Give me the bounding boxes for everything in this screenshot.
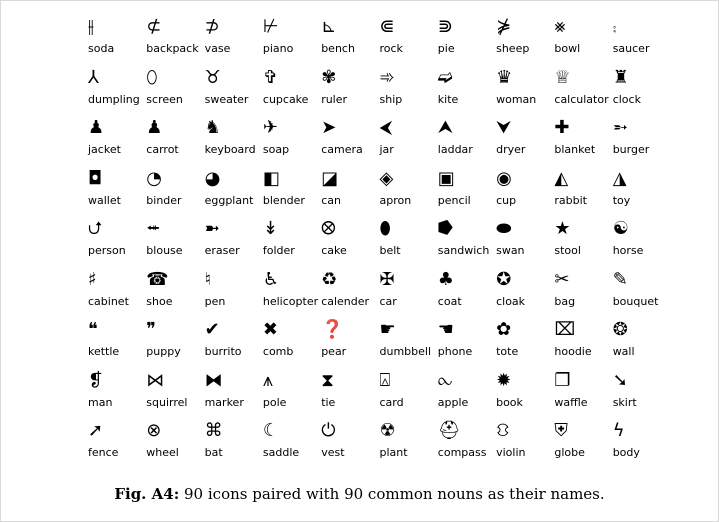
icon-label: wallet bbox=[88, 193, 121, 207]
z-notation-compose-icon: ⨾ bbox=[612, 16, 617, 37]
icon-label: pencil bbox=[437, 193, 471, 207]
chess-rook-icon: ♜ bbox=[612, 66, 629, 88]
shield-cross-icon: ⛨ bbox=[554, 420, 568, 441]
double-bar-icon: ⫲ bbox=[88, 16, 94, 37]
icon-label: squirrel bbox=[146, 395, 188, 409]
caption-text: 90 icons paired with 90 common nouns as their names. bbox=[179, 485, 605, 503]
shadowed-cross-icon: ✞ bbox=[262, 66, 278, 88]
taurus-icon: ♉ bbox=[204, 66, 221, 88]
icon-label: blanket bbox=[554, 143, 596, 156]
black-bowtie-icon: ⧓ bbox=[204, 369, 223, 391]
icon-label: bouquet bbox=[612, 294, 659, 308]
icon-label: sweater bbox=[204, 92, 249, 106]
icon-label: body bbox=[612, 446, 640, 459]
icon-item-skirt bbox=[613, 368, 685, 418]
wheelchair-icon: ♿ bbox=[262, 268, 280, 290]
icon-label: helicopter bbox=[262, 294, 319, 308]
command-key-icon: ⌘ bbox=[204, 420, 223, 441]
half-filled-square-icon: ◧ bbox=[262, 167, 280, 189]
circled-times-icon: ⊗ bbox=[146, 420, 162, 441]
half-filled-triangle-icon: ◭ bbox=[554, 167, 569, 189]
chess-knight-icon: ♞ bbox=[204, 117, 221, 138]
icon-label: globe bbox=[554, 446, 585, 459]
shadowed-arrow-icon: ➫ bbox=[437, 66, 453, 88]
telephone-icon: ☎ bbox=[146, 268, 169, 290]
icon-label: coat bbox=[437, 294, 462, 308]
icon-label: man bbox=[88, 395, 113, 409]
music-natural-icon: ♮ bbox=[204, 268, 212, 290]
icon-item-wall bbox=[613, 317, 685, 367]
black-star-icon: ★ bbox=[554, 218, 571, 239]
diagonal-half-square-icon: ◪ bbox=[321, 167, 339, 189]
icon-label: rabbit bbox=[554, 193, 587, 207]
square-in-square-icon: ▣ bbox=[437, 167, 455, 189]
icon-label: folder bbox=[262, 244, 295, 257]
icon-label: ship bbox=[379, 92, 403, 106]
icon-label: carrot bbox=[146, 143, 179, 156]
radioactive-icon: ☢ bbox=[379, 420, 396, 441]
helmet-cross-icon: ⛑ bbox=[437, 420, 461, 441]
icon-item-bouquet bbox=[613, 267, 685, 317]
heavy-arrow-up-right-icon: ➚ bbox=[88, 420, 104, 441]
music-sharp-icon: ♯ bbox=[88, 268, 97, 290]
question-mark-icon: ❓ bbox=[321, 319, 344, 340]
icon-label: burrito bbox=[204, 345, 242, 358]
icon-label: woman bbox=[496, 92, 537, 106]
icon-label: pie bbox=[437, 42, 455, 55]
shadowed-square-icon: ❐ bbox=[554, 369, 571, 391]
icon-label: wall bbox=[612, 345, 635, 358]
icon-label: calculator bbox=[554, 92, 609, 106]
icon-label: apron bbox=[379, 193, 412, 207]
icon-label: blouse bbox=[146, 244, 183, 257]
icon-item-clock bbox=[613, 65, 685, 115]
fisheye-icon: ◉ bbox=[496, 167, 512, 189]
icon-item-body bbox=[613, 418, 685, 468]
icon-label: skirt bbox=[612, 395, 637, 409]
icon-label: vest bbox=[321, 446, 345, 459]
icon-label: bat bbox=[204, 446, 223, 459]
smash-product-icon: ⨳ bbox=[554, 16, 566, 37]
bowtie-join-icon: ⋈ bbox=[146, 369, 165, 391]
icon-label: dumbbell bbox=[379, 345, 432, 358]
icon-label: phone bbox=[437, 345, 473, 358]
icon-label: soda bbox=[88, 42, 115, 55]
arrowhead-up-icon: ⮝ bbox=[437, 117, 454, 138]
double-superset-icon: ⋑ bbox=[437, 16, 453, 37]
icon-label: dumpling bbox=[88, 92, 140, 106]
icon-label: jacket bbox=[88, 143, 121, 156]
icon-label: cloak bbox=[496, 294, 526, 308]
icon-label: sheep bbox=[496, 42, 530, 55]
icon-item-toy bbox=[613, 166, 685, 216]
icon-label: eraser bbox=[204, 244, 240, 257]
double-quote-close-icon: ❞ bbox=[146, 319, 156, 340]
icon-label: eggplant bbox=[204, 193, 254, 207]
icon-label: backpack bbox=[146, 42, 199, 55]
icon-label: calender bbox=[321, 294, 370, 308]
icon-label: shoe bbox=[146, 294, 173, 308]
chess-queen-outline-icon: ♕ bbox=[554, 66, 571, 88]
icon-item-saucer bbox=[613, 14, 685, 64]
arrowhead-down-icon: ⮟ bbox=[496, 117, 512, 138]
recycle-icon: ♻ bbox=[321, 268, 338, 290]
icon-label: car bbox=[379, 294, 397, 308]
icon-label: screen bbox=[146, 92, 183, 106]
icon-label: binder bbox=[146, 193, 182, 207]
curved-stem-paragraph-icon: ❡ bbox=[88, 369, 104, 391]
open-outlined-arrow-icon: ➾ bbox=[379, 66, 395, 88]
icon-label: marker bbox=[204, 395, 244, 409]
box-on-stem-icon: ⍓ bbox=[379, 369, 391, 391]
icon-label: cupcake bbox=[262, 92, 309, 106]
icon-label: laddar bbox=[437, 143, 473, 156]
icon-label: soap bbox=[262, 143, 290, 156]
pointing-hand-left-icon: ☚ bbox=[437, 319, 454, 340]
icon-label: fence bbox=[88, 446, 119, 459]
icon-label: comb bbox=[262, 345, 294, 358]
not-succeeds-icon: ⋡ bbox=[496, 16, 512, 37]
figure-caption bbox=[0, 484, 719, 504]
icon-label: pole bbox=[262, 395, 287, 409]
icon-label: cake bbox=[321, 244, 347, 257]
circled-star-icon: ✪ bbox=[496, 268, 512, 290]
not-proves-icon: ⊬ bbox=[262, 16, 279, 37]
icon-label: hoodie bbox=[554, 345, 592, 358]
icon-label: apple bbox=[437, 395, 469, 409]
chess-queen-icon: ♛ bbox=[496, 66, 513, 88]
icon-label: kettle bbox=[88, 345, 120, 358]
pencil-icon: ✎ bbox=[612, 268, 628, 290]
c-shape-icon: ⭙ bbox=[321, 218, 336, 239]
icon-label: vase bbox=[204, 42, 231, 55]
club-suit-icon: ♣ bbox=[437, 268, 454, 290]
incomplete-infinity-icon: ⧜ bbox=[437, 369, 453, 391]
heavy-multiplication-icon: ✖ bbox=[262, 319, 278, 340]
icon-label: camera bbox=[321, 143, 363, 156]
maltese-cross-icon: ✠ bbox=[379, 268, 395, 290]
icon-label: blender bbox=[262, 193, 305, 207]
chess-pawn-icon: ♟ bbox=[146, 117, 163, 138]
icon-label: cup bbox=[496, 193, 517, 207]
boot-shape-icon: ⛻ bbox=[496, 420, 510, 441]
icon-label: saucer bbox=[612, 42, 650, 55]
double-quote-open-icon: ❝ bbox=[88, 319, 98, 340]
vertical-ellipse-icon: ⬯ bbox=[146, 66, 158, 88]
turned-y-icon: ⅄ bbox=[88, 66, 99, 88]
icon-label: keyboard bbox=[204, 143, 256, 156]
icon-label: sandwich bbox=[437, 244, 490, 257]
twelve-point-star-icon: ✹ bbox=[496, 369, 512, 391]
icon-label: bench bbox=[321, 42, 355, 55]
icon-label: card bbox=[379, 395, 404, 409]
icon-label: belt bbox=[379, 244, 401, 257]
caption-prefix: Fig. A4: bbox=[114, 485, 180, 503]
icon-label: bowl bbox=[554, 42, 581, 55]
icon-label: burger bbox=[612, 143, 650, 156]
icon-label: waffle bbox=[554, 395, 588, 409]
chess-pawn-small-icon: ♟ bbox=[88, 117, 105, 138]
icon-label: clock bbox=[612, 92, 641, 106]
icon-label: pear bbox=[321, 345, 347, 358]
scissors-icon: ✂ bbox=[554, 268, 570, 290]
icon-label: puppy bbox=[146, 345, 181, 358]
left-arrow-tail-icon: ⭺ bbox=[146, 218, 160, 239]
not-subset-icon: ⊄ bbox=[146, 16, 162, 37]
icon-label: book bbox=[496, 395, 523, 409]
airplane-icon: ✈ bbox=[262, 117, 278, 138]
black-hourglass-icon: ⧗ bbox=[321, 369, 334, 391]
circled-open-star-icon: ❂ bbox=[612, 319, 628, 340]
x-in-box-icon: ⌧ bbox=[554, 319, 576, 340]
quarter-filled-circle-icon: ◔ bbox=[146, 167, 163, 189]
black-ellipse-icon: ⬮ bbox=[379, 218, 391, 239]
half-filled-triangle-right-icon: ◮ bbox=[612, 167, 627, 189]
horizontal-ellipse-icon: ⬬ bbox=[496, 218, 512, 239]
diamond-on-stem-icon: ⩚ bbox=[262, 369, 274, 391]
double-subset-icon: ⋐ bbox=[379, 16, 395, 37]
stop-circle-icon: ⭓ bbox=[437, 218, 454, 239]
black-florette-icon: ✿ bbox=[496, 319, 512, 340]
crescent-moon-icon: ☾ bbox=[262, 420, 280, 441]
heavy-plus-icon: ✚ bbox=[554, 117, 570, 138]
heavy-check-icon: ✔ bbox=[204, 319, 220, 340]
icon-label: ruler bbox=[321, 92, 348, 106]
feathered-arrow-icon: ➵ bbox=[612, 117, 628, 138]
icon-label: tie bbox=[321, 395, 336, 409]
pointing-hand-right-icon: ☛ bbox=[379, 319, 396, 340]
icon-label: rock bbox=[379, 42, 403, 55]
icon-label: kite bbox=[437, 92, 459, 106]
florette-icon: ✾ bbox=[321, 66, 337, 88]
diamond-in-diamond-icon: ◈ bbox=[379, 167, 394, 189]
wedge-tailed-arrow-icon: ➼ bbox=[204, 218, 220, 239]
icon-label: swan bbox=[496, 244, 525, 257]
inverse-bullet-icon: ◘ bbox=[88, 167, 103, 189]
arrowhead-left-icon: ⮜ bbox=[379, 117, 393, 138]
icon-label: wheel bbox=[146, 446, 179, 459]
icon-label: plant bbox=[379, 446, 408, 459]
icon-label: bag bbox=[554, 294, 576, 308]
power-symbol-icon: ⏻ bbox=[321, 420, 336, 441]
yin-yang-icon: ☯ bbox=[612, 218, 629, 239]
arrowhead-right-icon: ➤ bbox=[321, 117, 337, 138]
icon-item-burger bbox=[613, 115, 685, 165]
down-two-headed-arrow-icon: ↡ bbox=[262, 218, 278, 239]
icon-label: tote bbox=[496, 345, 519, 358]
icon-label: person bbox=[88, 244, 126, 257]
up-arrow-tail-icon: ⮍ bbox=[88, 218, 103, 239]
icon-label: dryer bbox=[496, 143, 526, 156]
icon-label: saddle bbox=[262, 446, 300, 459]
icon-label: pen bbox=[204, 294, 226, 308]
not-superset-icon: ⊅ bbox=[204, 16, 220, 37]
icon-label: toy bbox=[612, 193, 631, 207]
icon-label: cabinet bbox=[88, 294, 129, 308]
icon-label: jar bbox=[379, 143, 394, 156]
three-quarter-filled-circle-icon: ◕ bbox=[204, 167, 221, 189]
icon-label: can bbox=[321, 193, 341, 207]
right-angle-arc-icon: ⊾ bbox=[321, 16, 337, 37]
icon-label: compass bbox=[437, 446, 487, 459]
icon-label: stool bbox=[554, 244, 581, 257]
icon-label: horse bbox=[612, 244, 644, 257]
lightning-koppa-icon: ϟ bbox=[612, 420, 625, 441]
heavy-arrow-down-right-icon: ➘ bbox=[612, 369, 628, 391]
icon-label: piano bbox=[262, 42, 294, 55]
icon-item-horse bbox=[613, 216, 685, 266]
icon-label: violin bbox=[496, 446, 526, 459]
